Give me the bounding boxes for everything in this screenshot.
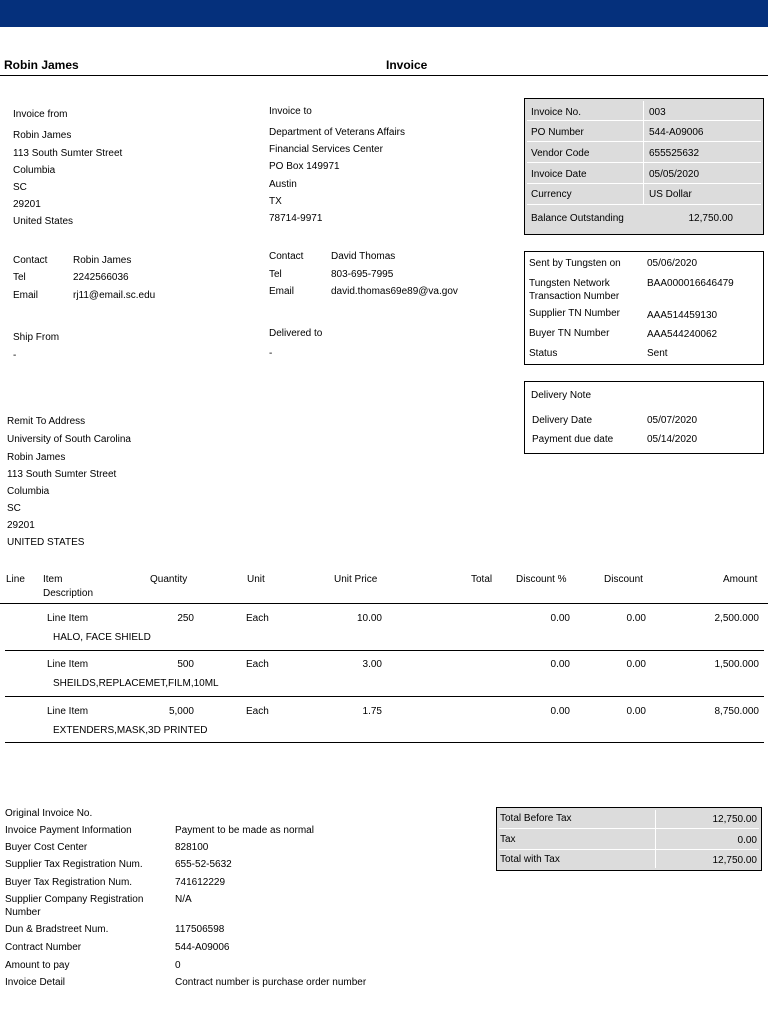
invoice-info-box — [524, 98, 764, 235]
remit-line: 113 South Sumter Street — [7, 469, 117, 480]
balance-outstanding-value: 12,750.00 — [688, 213, 733, 224]
invoice-no-value: 003 — [649, 107, 666, 118]
buyer-tn-value: AAA544240062 — [647, 329, 718, 340]
detail-label: Original Invoice No. — [5, 808, 93, 819]
from-tel-value: 2242566036 — [73, 272, 129, 283]
supplier-tn-label: Supplier TN Number — [529, 308, 620, 319]
delivered-to-value: - — [269, 348, 273, 359]
supplier-tn-value: AAA514459130 — [647, 310, 718, 321]
col-header-unit: Unit — [247, 574, 265, 585]
po-number-label: PO Number — [531, 127, 584, 138]
row-quantity: 5,000 — [168, 706, 194, 717]
to-email-value[interactable]: david.thomas69e89@va.gov — [331, 286, 458, 297]
detail-label: Supplier Company Registration — [5, 894, 144, 905]
detail-value: N/A — [175, 894, 192, 905]
detail-label: Buyer Cost Center — [5, 842, 88, 853]
row-quantity: 500 — [177, 659, 194, 670]
to-line: PO Box 149971 — [269, 161, 340, 172]
remit-line: Robin James — [7, 452, 66, 463]
total-with-tax-label: Total with Tax — [500, 854, 560, 865]
supplier-name: Robin James — [4, 58, 79, 72]
invoice-from-heading: Invoice from — [13, 109, 68, 120]
page-title: Invoice — [386, 58, 428, 72]
to-line: Department of Veterans Affairs — [269, 127, 406, 138]
invoice-date-value: 05/05/2020 — [649, 169, 700, 180]
detail-label: Invoice Payment Information — [5, 825, 132, 836]
payment-due-label: Payment due date — [532, 434, 614, 445]
total-with-tax-value: 12,750.00 — [712, 855, 757, 866]
delivery-note-title: Delivery Note — [531, 390, 592, 401]
detail-value: 0 — [175, 960, 181, 971]
col-header-unit-price: Unit Price — [334, 574, 378, 585]
delivery-date-label: Delivery Date — [532, 415, 593, 426]
row-item: Line Item — [47, 613, 89, 624]
detail-value: 741612229 — [175, 877, 226, 888]
to-contact-label: Contact — [269, 251, 304, 262]
network-label-line2: Transaction Number — [529, 291, 620, 302]
row-quantity: 250 — [177, 613, 194, 624]
detail-label: Dun & Bradstreet Num. — [5, 924, 109, 935]
invoice-no-label: Invoice No. — [531, 107, 582, 118]
row-item: Line Item — [47, 706, 89, 717]
tax-value: 0.00 — [737, 835, 757, 846]
currency-label: Currency — [531, 189, 572, 200]
table-header-rule — [0, 603, 768, 604]
to-email-label: Email — [269, 286, 295, 297]
to-tel-value: 803-695-7995 — [331, 269, 394, 280]
row-discount-pct: 0.00 — [550, 613, 570, 624]
from-line: 113 South Sumter Street — [13, 148, 123, 159]
row-unit-price: 3.00 — [362, 659, 382, 670]
invoice-to-heading: Invoice to — [269, 106, 312, 117]
detail-value: Contract number is purchase order number — [175, 977, 367, 988]
vendor-code-label: Vendor Code — [531, 148, 590, 159]
row-discount-pct: 0.00 — [550, 659, 570, 670]
from-line: Robin James — [13, 130, 72, 141]
payment-due-value: 05/14/2020 — [647, 434, 698, 445]
row-unit: Each — [246, 706, 269, 717]
remit-line: UNITED STATES — [7, 537, 85, 548]
sent-by-value: 05/06/2020 — [647, 258, 698, 269]
to-line: 78714-9971 — [269, 213, 323, 224]
detail-label: Contract Number — [5, 942, 82, 953]
row-item: Line Item — [47, 659, 89, 670]
table-row-rule — [5, 650, 764, 651]
col-header-discount-pct: Discount % — [516, 574, 567, 585]
delivery-date-value: 05/07/2020 — [647, 415, 698, 426]
invoice-date-label: Invoice Date — [531, 169, 587, 180]
row-amount: 1,500.000 — [714, 659, 759, 670]
col-header-description: Description — [43, 588, 94, 599]
network-value: BAA000016646479 — [647, 278, 734, 289]
top-banner — [0, 0, 768, 27]
from-contact-value: Robin James — [73, 255, 132, 266]
col-header-total: Total — [471, 574, 493, 585]
tungsten-info-box — [524, 251, 764, 365]
from-tel-label: Tel — [13, 272, 26, 283]
row-unit-price: 1.75 — [362, 706, 382, 717]
detail-value: 655-52-5632 — [175, 859, 232, 870]
from-line: SC — [13, 182, 27, 193]
from-line: Columbia — [13, 165, 56, 176]
ship-from-value: - — [13, 350, 17, 361]
row-discount: 0.00 — [626, 613, 646, 624]
to-line: TX — [269, 196, 282, 207]
to-line: Financial Services Center — [269, 144, 383, 155]
col-header-item: Item — [43, 574, 63, 585]
remit-line: 29201 — [7, 520, 35, 531]
remit-line: University of South Carolina — [7, 434, 131, 445]
row-description: SHEILDS,REPLACEMET,FILM,10ML — [53, 678, 219, 689]
vendor-code-value: 655525632 — [649, 148, 700, 159]
delivered-to-label: Delivered to — [269, 328, 323, 339]
detail-label-continued: Number — [5, 907, 41, 918]
detail-label: Amount to pay — [5, 960, 70, 971]
detail-value: 117506598 — [175, 924, 225, 935]
to-line: Austin — [269, 179, 297, 190]
row-unit: Each — [246, 659, 269, 670]
row-discount-pct: 0.00 — [550, 706, 570, 717]
header-divider — [0, 75, 768, 76]
remit-line: Columbia — [7, 486, 50, 497]
status-label: Status — [529, 348, 558, 359]
detail-value: 828100 — [175, 842, 209, 853]
from-line: United States — [13, 216, 74, 227]
buyer-tn-label: Buyer TN Number — [529, 328, 610, 339]
row-description: EXTENDERS,MASK,3D PRINTED — [53, 725, 208, 736]
network-label-line1: Tungsten Network — [529, 278, 610, 289]
totals-box — [496, 807, 762, 871]
row-unit: Each — [246, 613, 269, 624]
total-before-tax-label: Total Before Tax — [500, 813, 572, 824]
total-before-tax-value: 12,750.00 — [712, 814, 757, 825]
row-amount: 2,500.000 — [714, 613, 759, 624]
sent-by-label: Sent by Tungsten on — [529, 258, 621, 269]
currency-value: US Dollar — [649, 189, 692, 200]
remit-line: SC — [7, 503, 21, 514]
remit-heading: Remit To Address — [7, 416, 86, 427]
from-email-value[interactable]: rj11@email.sc.edu — [73, 290, 156, 301]
col-header-discount: Discount — [604, 574, 643, 585]
col-header-amount: Amount — [723, 574, 758, 585]
col-header-line: Line — [6, 574, 25, 585]
balance-outstanding-label: Balance Outstanding — [531, 213, 624, 224]
from-contact-label: Contact — [13, 255, 48, 266]
po-number-value: 544-A09006 — [649, 127, 704, 138]
detail-label: Buyer Tax Registration Num. — [5, 877, 133, 888]
row-amount: 8,750.000 — [714, 706, 759, 717]
to-tel-label: Tel — [269, 269, 282, 280]
from-line: 29201 — [13, 199, 41, 210]
detail-label: Invoice Detail — [5, 977, 66, 988]
row-discount: 0.00 — [626, 706, 646, 717]
detail-value: Payment to be made as normal — [175, 825, 314, 836]
col-header-quantity: Quantity — [150, 574, 188, 585]
detail-value: 544-A09006 — [175, 942, 230, 953]
row-unit-price: 10.00 — [356, 613, 382, 624]
table-row-rule — [5, 696, 764, 697]
to-contact-value: David Thomas — [331, 251, 396, 262]
row-description: HALO, FACE SHIELD — [53, 632, 151, 643]
from-email-label: Email — [13, 290, 39, 301]
detail-label: Supplier Tax Registration Num. — [5, 859, 143, 870]
delivery-note-box — [524, 381, 764, 454]
table-row-rule — [5, 742, 764, 743]
status-value: Sent — [647, 348, 668, 359]
tax-label: Tax — [500, 834, 516, 845]
ship-from-label: Ship From — [13, 332, 60, 343]
row-discount: 0.00 — [626, 659, 646, 670]
